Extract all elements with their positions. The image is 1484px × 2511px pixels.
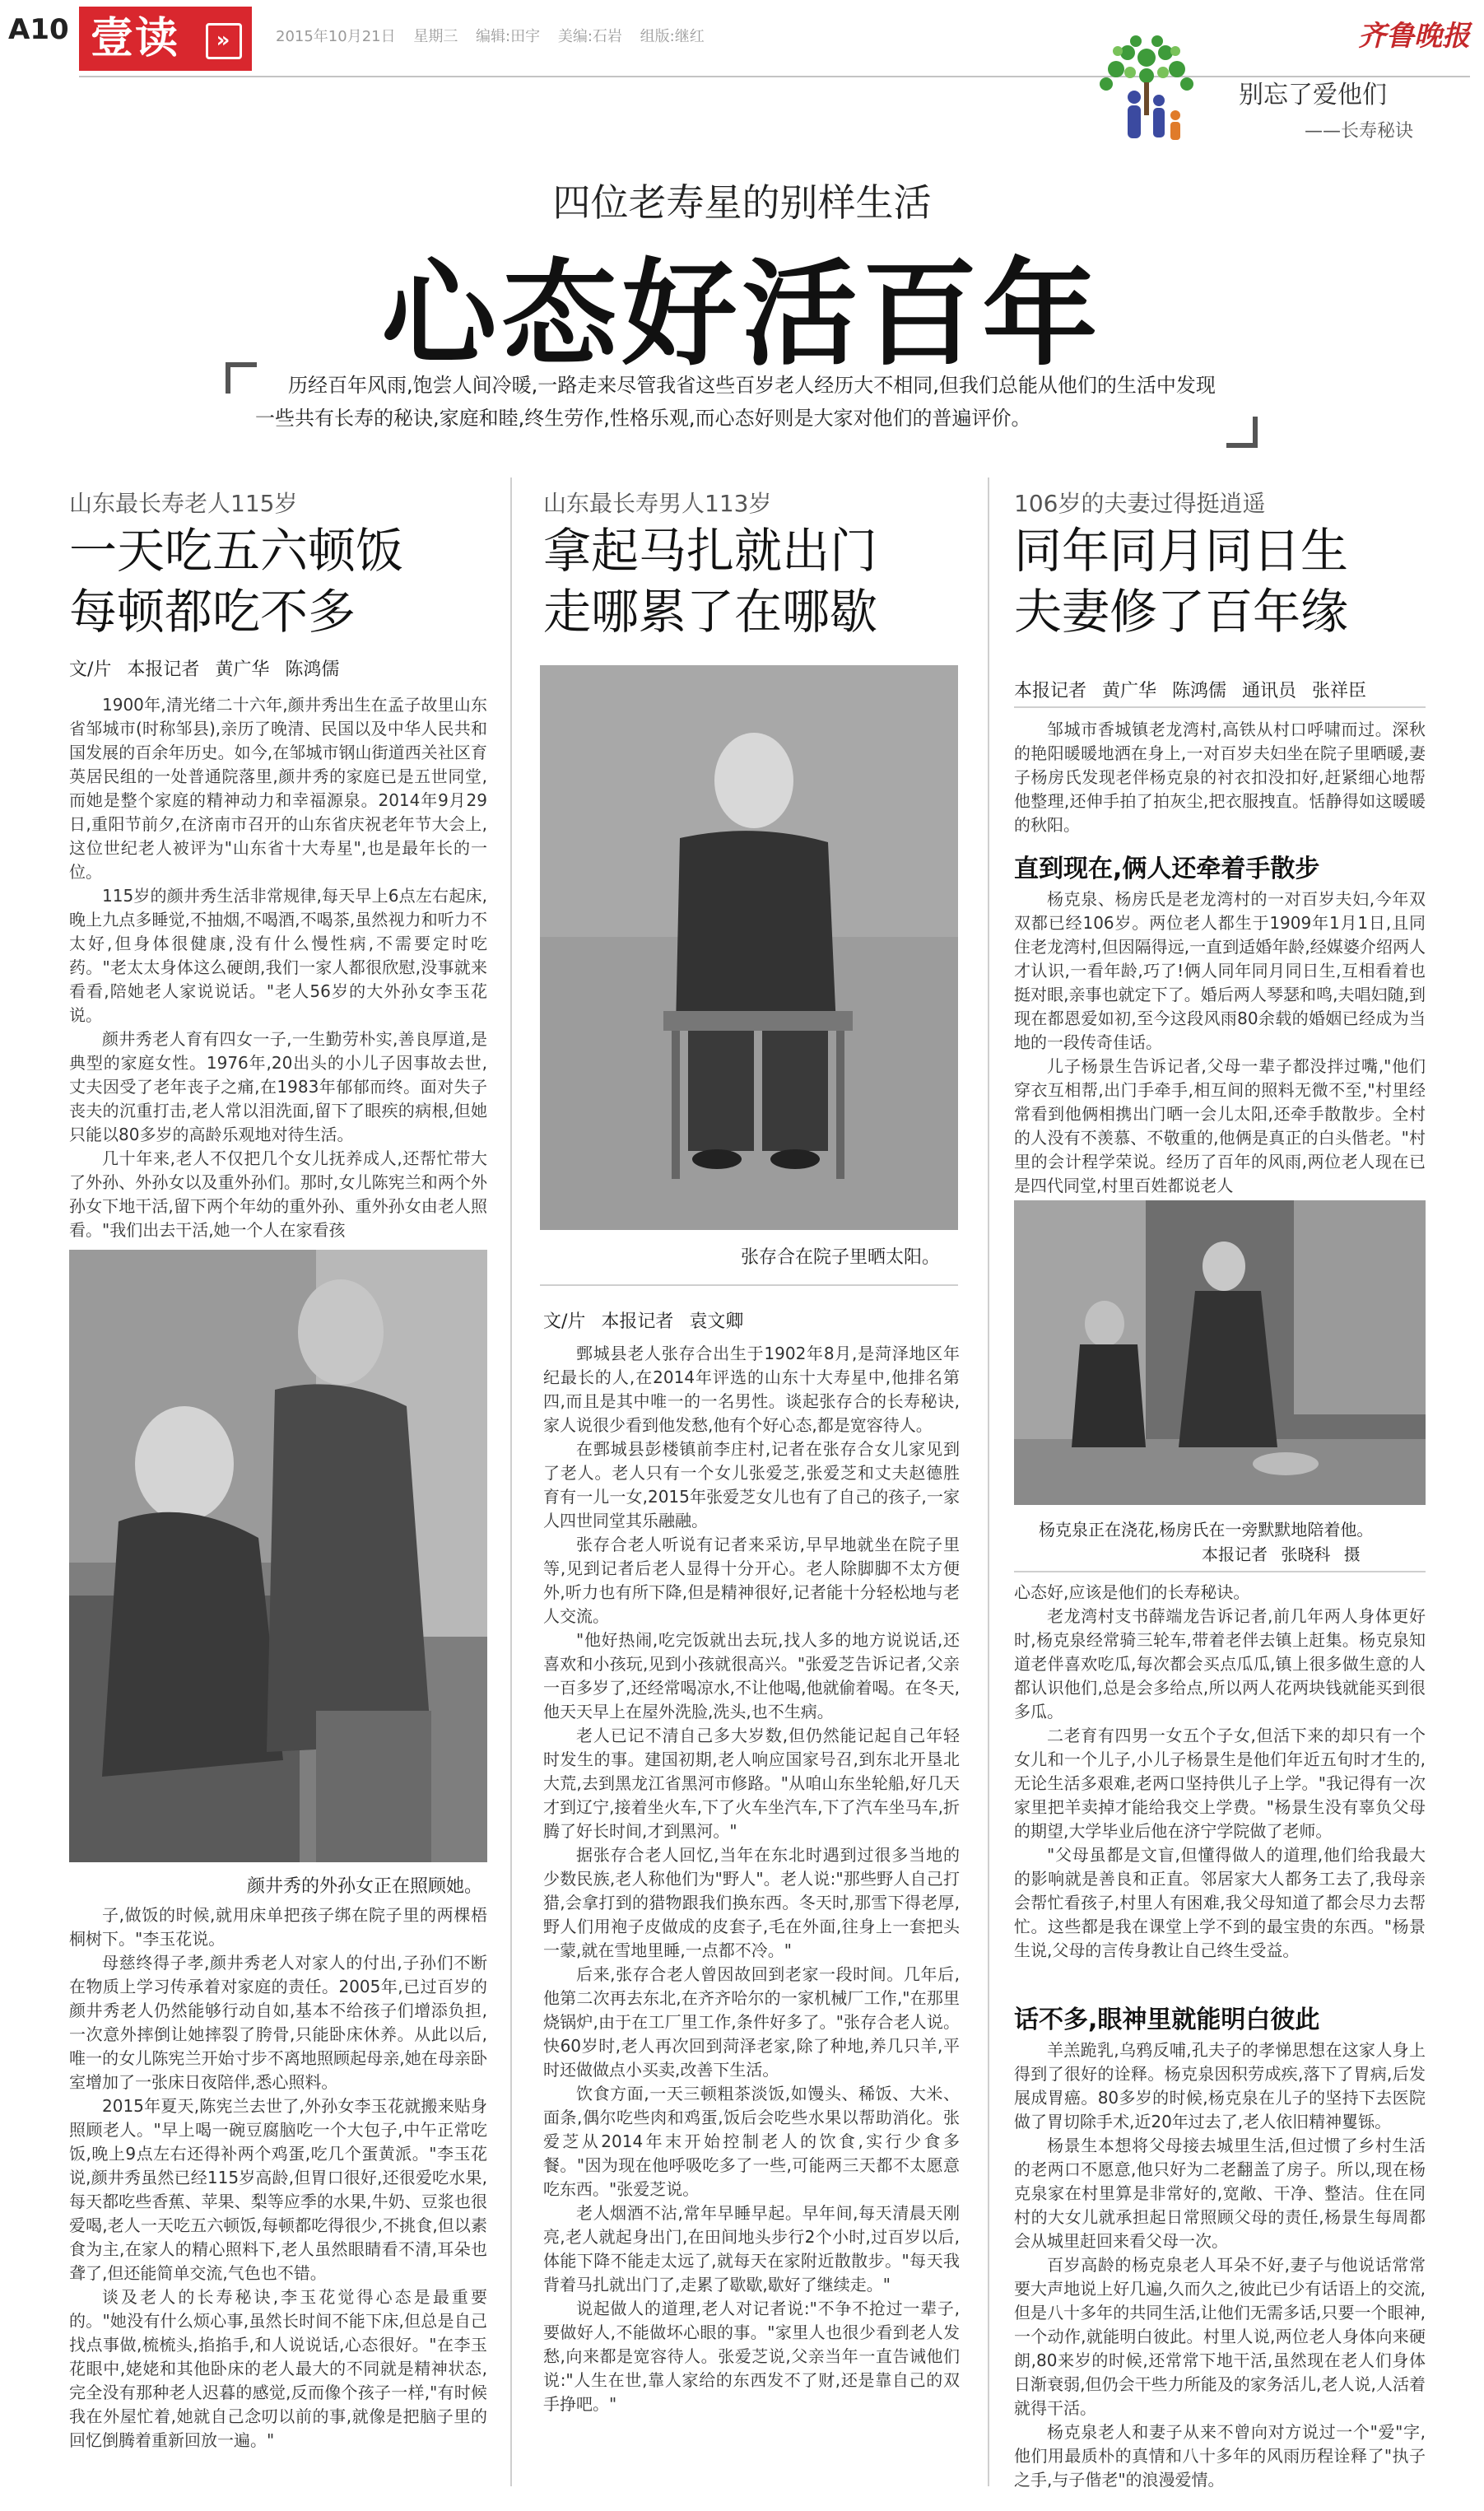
col2-kicker: 山东最长寿男人113岁	[543, 490, 772, 517]
paragraph: 老人烟酒不沾,常年早睡早起。早年间,每天清晨天刚亮,老人就起身出门,在田间地头步行2个小时,过百岁以后,体能下降不能走太远了,就每天在家附近散散步。"每天我背着马扎就出门了,走累了歇歇,歇好了继续走。"	[543, 2203, 960, 2294]
paragraph: 鄄城县老人张存合出生于1902年8月,是菏泽地区年纪最长的人,在2014年评选的山东十大寿星中,他排名第四,而且是其中唯一的一名男性。谈起张存合的长寿秘诀,家人说很少看到他发愁,他有个好心态,都是宽容待人。	[543, 1344, 960, 1435]
newspaper-logo: 齐鲁晚报	[1358, 20, 1470, 53]
paragraph: 1900年,清光绪二十六年,颜井秀出生在孟子故里山东省邹城市(时称邹县),亲历了晚清、民国以及中华人民共和国发展的百余年历史。如今,在邹城市钢山街道西关社区育英居民组的一处普通院落里,颜井秀的家庭已是五世同堂,而她是整个家庭的精神动力和幸福源泉。2014年9月29日,重阳节前夕,在济南市召开的山东省庆祝老年节大会上,这位世纪老人被评为"山东省十大寿星",也是最年长的一位。	[69, 695, 487, 882]
col3-photo-caption: 杨克泉正在浇花,杨房氏在一旁默默地陪着他。	[1039, 1520, 1374, 1540]
photo-illustration	[540, 665, 958, 1230]
col1-byline: 文/片 本报记者 黄广华 陈鸿儒	[69, 659, 340, 680]
col1-body-top	[69, 693, 487, 1240]
col3-body-c	[1014, 2038, 1426, 2490]
paragraph: 在鄄城县彭楼镇前李庄村,记者在张存合女儿家见到了老人。老人只有一个女儿张爱芝,张爱芝和丈夫赵德胜育有一儿一女,2015年张爱芝女儿也有了自己的孩子,一家人四世同堂其乐融融。	[543, 1439, 960, 1530]
photo-watering	[1014, 1200, 1426, 1505]
paragraph: 说起做人的道理,老人对记者说:"不争不抢过一辈子,要做好人,不能做坏心眼的事。"家里人也很少看到老人发愁,向来都是宽容待人。张爱芝说,父亲当年一直告诫他们说:"人生在世,靠人家给的东西发不了财,还是靠自己的双手挣吧。"	[543, 2299, 960, 2414]
paragraph: "父母虽都是文盲,但懂得做人的道理,他们给我最大的影响就是善良和正直。邻居家大人都务工去了,我母亲会帮忙看孩子,村里人有困难,我父母知道了都会尽力去帮忙。这些都是我在课堂上学不到的最宝贵的东西。"杨景生说,父母的言传身教让自己终生受益。	[1014, 1845, 1426, 1960]
paragraph: 儿子杨景生告诉记者,父母一辈子都没拌过嘴,"他们穿衣互相帮,出门手牵手,相互间的照料无微不至,"村里经常看到他俩相携出门晒一会儿太阳,还牵手散散步。全村的人没有不羡慕、不敬重的,他俩是真正的白头偕老。"村里的会计程学荣说。经历了百年的风雨,两位老人现在已是四代同堂,村里百姓都说老人	[1014, 1056, 1426, 1195]
col2-title-line2: 走哪累了在哪歇	[543, 584, 878, 640]
col1-title-line1: 一天吃五六顿饭	[69, 523, 404, 579]
paragraph: 几十年来,老人不仅把几个女儿抚养成人,还帮忙带大了外孙、外孙女以及重外孙们。那时,女儿陈宪兰和两个外孙女下地干活,留下两个年幼的重外孙、重外孙女由老人照看。"我们出去干活,她一个人在家看孩	[69, 1148, 487, 1240]
col3-body-b	[1014, 1581, 1426, 1992]
paragraph: 饮食方面,一天三顿粗茶淡饭,如馒头、稀饭、大米、面条,偶尔吃些肉和鸡蛋,饭后会吃些水果以帮助消化。张爱芝从2014年末开始控制老人的饮食,实行少食多餐。"因为现在他呼吸吃多了一些,可能两三天都不太愿意吃东西。"张爱芝说。	[543, 2084, 960, 2199]
family-tree-icon	[1085, 33, 1208, 156]
lede-text: 历经百年风雨,饱尝人间冷暖,一路走来尽管我省这些百岁老人经历大不相同,但我们总能从他们的生活中发现一些共有长寿的秘诀,家庭和睦,终生劳作,性格乐观,而心态好则是大家对他们的普遍评价。	[255, 374, 1216, 430]
column-divider	[988, 478, 989, 2486]
col3-intro: 邹城市香城镇老龙湾村,高铁从村口呼啸而过。深秋的艳阳暖暖地洒在身上,一对百岁夫妇坐在院子里晒暖,妻子杨房氏发现老伴杨克泉的衬衣扣没扣好,赶紧细心地帮他整理,还伸手拍了拍灰尘,把衣服拽直。恬静得如这暖暖的秋阳。	[1014, 720, 1426, 835]
col3-title-line2: 夫妻修了百年缘	[1014, 584, 1349, 640]
main-headline: 心态好活百年	[381, 248, 1103, 382]
col2-title-line1: 拿起马扎就出门	[543, 523, 878, 579]
paragraph: 张存合老人听说有记者来采访,早早地就坐在院子里等,见到记者后老人显得十分开心。老人除脚脚不太方便外,听力也有所下降,但是精神很好,记者能十分轻松地与老人交流。	[543, 1535, 960, 1626]
tagline-sub: ——长寿秘诀	[1305, 121, 1414, 142]
paragraph: 心态好,应该是他们的长寿秘诀。	[1014, 1582, 1250, 1602]
section-tag	[79, 7, 252, 71]
col1-body-bottom	[69, 1903, 487, 2480]
photo-illustration	[1014, 1200, 1426, 1505]
paragraph: 老人已记不清自己多大岁数,但仍然能记起自己年轻时发生的事。建国初期,老人响应国家号召,到东北开垦北大荒,去到黑龙江省黑河市修路。"从咱山东坐轮船,好几天才到辽宁,接着坐火车,下了火车坐汽车,下了汽车坐马车,折腾了好长时间,才到黑河。"	[543, 1726, 960, 1841]
col3-kicker: 106岁的夫妻过得挺逍遥	[1014, 490, 1266, 517]
photo-caregiver	[69, 1250, 487, 1862]
column-divider	[510, 478, 512, 2486]
col3-body-a	[1014, 887, 1426, 1195]
paragraph: 老龙湾村支书薛端龙告诉记者,前几年两人身体更好时,杨克泉经常骑三轮车,带着老伴去镇上赶集。杨克泉知道老伴喜欢吃瓜,每次都会买点瓜瓜,镇上很多做生意的人都认识他们,总是会多给点,所以两人花两块钱就能买到很多瓜。	[1014, 1606, 1426, 1721]
col2-body	[543, 1342, 960, 2480]
tagline: 别忘了爱他们	[1239, 81, 1387, 109]
paragraph: 据张存合老人回忆,当年在东北时遇到过很多当地的少数民族,老人称他们为"野人"。老人说:"那些野人自己打猎,会拿打到的猎物跟我们换东西。冬天时,那雪下得老厚,野人们用袍子皮做成的皮套子,毛在外面,往身上一套把头一蒙,就在雪地里睡,一点都不冷。"	[543, 1845, 960, 1960]
col2-photo-caption: 张存合在院子里晒太阳。	[741, 1247, 941, 1268]
dateline: 2015年10月21日 星期三 编辑:田宇 美编:石岩 组版:继红	[276, 28, 705, 45]
paragraph: 羊羔跪乳,乌鸦反哺,孔夫子的孝悌思想在这家人身上得到了很好的诠释。杨克泉因积劳成疾,落下了胃病,后发展成胃癌。80多岁的时候,杨克泉在儿子的坚持下去医院做了胃切除手术,近20年过去了,老人依旧精神矍铄。	[1014, 2040, 1426, 2131]
col1-photo-caption: 颜井秀的外孙女正在照顾她。	[247, 1876, 483, 1897]
paragraph: 后来,张存合老人曾因故回到老家一段时间。几年后,他第二次再去东北,在齐齐哈尔的一家机械厂工作,"在那里烧锅炉,由于在工厂里工作,条件好多了。"张存合老人说。快60岁时,老人再次回到菏泽老家,除了种地,养几只羊,平时还做做点小买卖,改善下生活。	[543, 1964, 960, 2080]
paragraph: 谈及老人的长寿秘诀,李玉花觉得心态是最重要的。"她没有什么烦心事,虽然长时间不能下床,但总是自己找点事做,梳梳头,掐掐手,和人说说话,心态很好。"在李玉花眼中,姥姥和其他卧床的老人最大的不同就是精神状态,完全没有那种老人迟暮的感觉,反而像个孩子一样,"有时候我在外屋忙着,她就自己念叨以前的事,就像是把脑子里的回忆倒腾着重新回放一遍。"	[69, 2287, 487, 2450]
col1-kicker: 山东最长寿老人115岁	[69, 490, 298, 517]
paragraph: 杨克泉、杨房氏是老龙湾村的一对百岁夫妇,今年双双都已经106岁。两位老人都生于1909年1月1日,且同住老龙湾村,但因隔得远,一直到适婚年龄,经媒婆介绍两人才认识,一看年龄,巧了!俩人同年同月同日生,互相看着也挺对眼,亲事也就定下了。婚后两人琴瑟和鸣,夫唱妇随,到现在都恩爱如初,至今这段风雨80余载的婚姻已经成为当地的一段传奇佳话。	[1014, 889, 1426, 1052]
caption-rule	[1014, 1571, 1426, 1572]
caption-rule	[540, 1284, 958, 1286]
paragraph: 百岁高龄的杨克泉老人耳朵不好,妻子与他说话常常要大声地说上好几遍,久而久之,彼此已少有话语上的交流,但是八十多年的共同生活,让他们无需多话,只要一个眼神,一个动作,就能明白彼此。村里人说,两位老人身体向来硬朗,80来岁的时候,还常常下地干活,虽然现在老人们身体日渐衰弱,但仍会干些力所能及的家务活儿,老人说,人活着就得干活。	[1014, 2255, 1426, 2418]
col3-title-line1: 同年同月同日生	[1014, 523, 1349, 579]
byline-rule	[1014, 706, 1426, 708]
paragraph: 115岁的颜井秀生活非常规律,每天早上6点左右起床,晚上九点多睡觉,不抽烟,不喝酒,不喝茶,虽然视力和听力不太好,但身体很健康,没有什么慢性病,不需要定时吃药。"老太太身体这么硬朗,我们一家人都很欣慰,没事就来看看,陪她老人家说说话。"老人56岁的大外孙女李玉花说。	[69, 886, 487, 1025]
photo-old-man	[540, 665, 958, 1230]
col3-byline: 本报记者 黄广华 陈鸿儒 通讯员 张祥臣	[1014, 681, 1366, 701]
section-label: 壹读	[91, 14, 180, 63]
paragraph: 2015年夏天,陈宪兰去世了,外孙女李玉花就搬来贴身照顾老人。"早上喝一碗豆腐脑吃一个大包子,中午正常吃饭,晚上9点左右还得补两个鸡蛋,吃几个蛋黄派。"李玉花说,颜井秀虽然已经115岁高龄,但胃口很好,还很爱吃水果,每天都吃些香蕉、苹果、梨等应季的水果,牛奶、豆浆也很爱喝,老人一天吃五六顿饭,每顿都吃得很少,不挑食,但以素食为主,在家人的精心照料下,老人虽然眼睛看不清,耳朵也聋了,但还能简单交流,气色也不错。	[69, 2096, 487, 2283]
paragraph: 子,做饭的时候,就用床单把孩子绑在院子里的两棵梧桐树下。"李玉花说。	[69, 1905, 487, 1949]
col3-subhead-2: 话不多,眼神里就能明白彼此	[1014, 2006, 1320, 2034]
col1-title-line2: 每顿都吃不多	[69, 584, 356, 640]
paragraph: 杨景生本想将父母接去城里生活,但过惯了乡村生活的老两口不愿意,他只好为二老翻盖了房子。所以,现在杨克泉家在村里算是非常好的,宽敞、干净、整洁。住在同村的大女儿就承担起日常照顾父母的责任,杨景生每周都会从城里赶回来看父母一次。	[1014, 2136, 1426, 2251]
col2-byline: 文/片 本报记者 袁文卿	[543, 1311, 744, 1332]
paragraph: 杨克泉老人和妻子从来不曾向对方说过一个"爱"字,他们用最质朴的真情和八十多年的风雨历程诠释了"执子之手,与子偕老"的浪漫爱情。	[1014, 2422, 1426, 2490]
paragraph: 母慈终得子孝,颜井秀老人对家人的付出,子孙们不断在物质上学习传承着对家庭的责任。2005年,已过百岁的颜井秀老人仍然能够行动自如,基本不给孩子们增添负担,一次意外摔倒让她摔裂了胯骨,只能卧床休养。从此以后,唯一的女儿陈宪兰开始寸步不离地照顾起母亲,她在母亲卧室增加了一张床日夜陪伴,悉心照料。	[69, 1953, 487, 2092]
col3-subhead-1: 直到现在,俩人还牵着手散步	[1014, 855, 1320, 883]
chevron-right-icon: »	[206, 23, 242, 59]
paragraph: 二老育有四男一女五个子女,但活下来的却只有一个女儿和一个儿子,小儿子杨景生是他们年近五旬时才生的,无论生活多艰难,老两口坚持供儿子上学。"我记得有一次家里把羊卖掉才能给我交上学费。"杨景生没有辜负父母的期望,大学毕业后他在济宁学院做了老师。	[1014, 1726, 1426, 1841]
paragraph: 颜井秀老人育有四女一子,一生勤劳朴实,善良厚道,是典型的家庭女性。1976年,20出头的小儿子因事故去世,丈夫因受了老年丧子之痛,在1983年郁郁而终。面对失子丧夫的沉重打击,老人常以泪洗面,留下了眼疾的病根,但她只能以80多岁的高龄乐观地对待生活。	[69, 1029, 487, 1144]
paragraph: "他好热闹,吃完饭就出去玩,找人多的地方说说话,还喜欢和小孩玩,见到小孩就很高兴。"张爱芝告诉记者,父亲一百多岁了,还经常喝凉水,不让他喝,他就偷着喝。在冬天,他天天早上在屋外洗脸,洗头,也不生病。	[543, 1630, 960, 1721]
headline-kicker: 四位老寿星的别样生活	[552, 180, 932, 225]
page-number: A10	[8, 13, 69, 46]
col3-photo-credit: 本报记者 张晓科 摄	[1202, 1544, 1361, 1564]
photo-illustration	[69, 1250, 487, 1862]
